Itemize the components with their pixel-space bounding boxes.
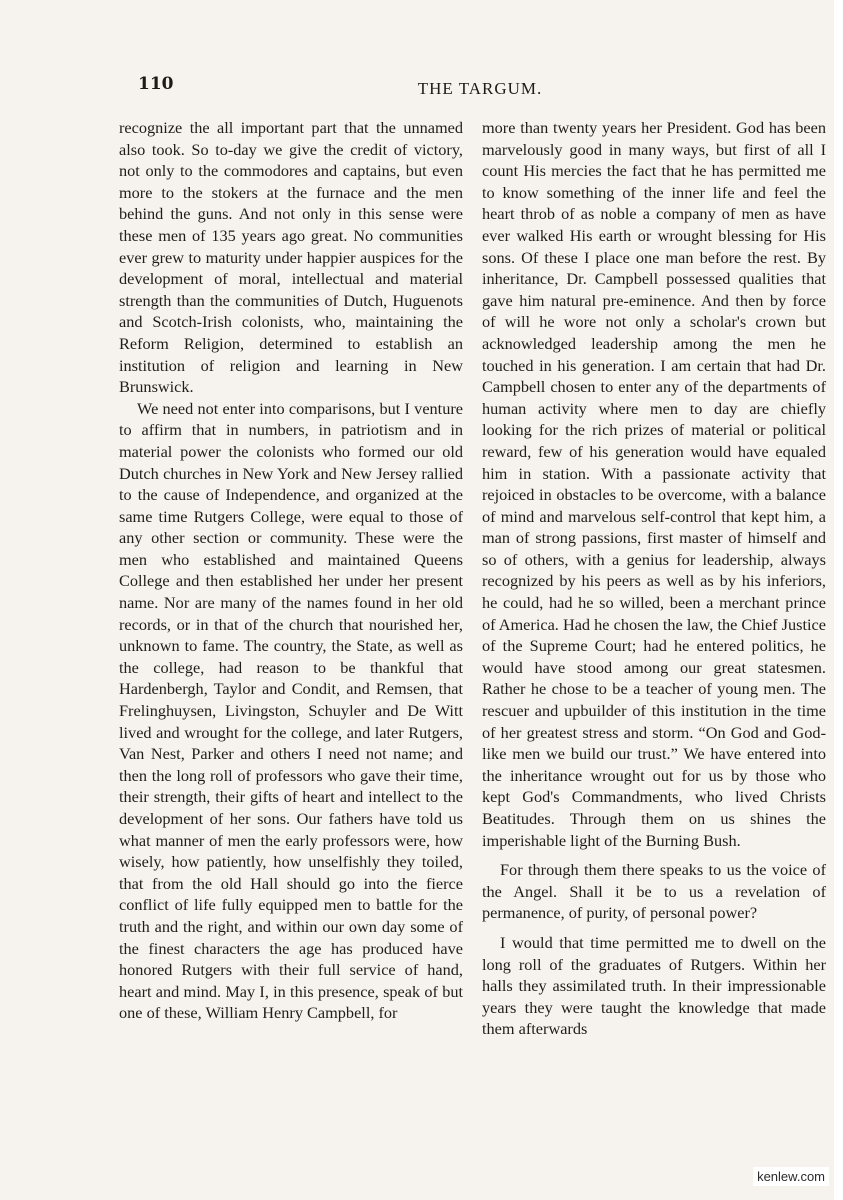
left-column: [119, 117, 463, 1024]
page-number: 110: [138, 74, 174, 94]
watermark: kenlew.com: [753, 1167, 829, 1186]
paragraph: I would that time permitted me to dwell on the long roll of the graduates of Rutgers. Within her halls they assimilated truth. In their impressionable years they were taught the knowledge that made them afterwards: [482, 932, 826, 1039]
paragraph: We need not enter into comparisons, but I venture to affirm that in numbers, in patriotism and in material power the colonists who formed our old Dutch churches in New York and New Jersey rallied to the cause of Independence, and organized at the same time Rutgers College, were equal to those of any other section or community. These were the men who established and maintained Queens College and then established her under her present name. Nor are many of the names found in her old records, or in that of the church that nourished her, unknown to fame. The country, the State, as well as the college, had reason to be thankful that Hardenbergh, Taylor and Condit, and Remsen, that Frelinghuysen, Livingston, Schuyler and De Witt lived and wrought for the college, and later Rutgers, Van Nest, Parker and others I need not name; and then the long roll of professors who gave their time, their strength, their gifts of heart and intellect to the development of her sons. Our fathers have told us what manner of men the early professors were, how wisely, how patiently, how unselfishly they toiled, that from the old Hall should go into the fierce conflict of life fully equipped men to battle for the truth and the right, and within our own day some of the finest characters the age has produced have honored Rutgers with their full service of hand, heart and mind. May I, in this presence, speak of but one of these, William Henry Campbell, for: [119, 398, 463, 1023]
paragraph: more than twenty years her President. God has been marvelously good in many ways, but first of all I count His mercies the fact that he has permitted me to know something of the inner life and feel the heart throb of as noble a company of men as have ever walked His earth or wrought blessing for His sons. Of these I place one man before the rest. By inheritance, Dr. Campbell possessed qualities that gave him natural pre-eminence. And then by force of will he wore not only a scholar's crown but acknowledged leadership among the men he touched in his generation. I am certain that had Dr. Campbell chosen to enter any of the departments of human activity where men to day are chiefly looking for the rich prizes of material or political reward, few of his generation would have equaled him in station. With a passionate activity that rejoiced in obstacles to be overcome, with a balance of mind and marvelous self-control that kept him, a man of strong passions, first master of himself and so of others, with a genius for leadership, always recognized by his peers as well as by his inferiors, he could, had he so willed, been a merchant prince of America. Had he chosen the law, the Chief Justice of the Supreme Court; had he entered politics, he would have stood among our great statesmen. Rather he chose to be a teacher of young men. The rescuer and upbuilder of this institution in the time of her greatest stress and storm. “On God and God-like men we build our trust.” We have entered into the inheritance wrought out for us by those who kept God's Commandments, who lived Christs Beatitudes. Through them on us shines the imperishable light of the Burning Bush.: [482, 118, 826, 850]
paragraph: For through them there speaks to us the voice of the Angel. Shall it be to us a revelation of permanence, of purity, of personal power?: [482, 860, 826, 923]
paragraph: recognize the all important part that the unnamed also took. So to-day we give the credit of victory, not only to the commodores and captains, but even more to the stokers at the furnace and the men behind the guns. And not only in this sense were these men of 135 years ago great. No communities ever grew to maturity under happier auspices for the development of moral, intellectual and material strength than the communities of Dutch, Huguenots and Scotch-Irish colonists, who, maintaining the Reform Religion, determined to establish an institution of religion and learning in New Brunswick.: [119, 118, 463, 397]
right-column: [482, 117, 826, 1040]
running-title: THE TARGUM.: [417, 79, 543, 98]
